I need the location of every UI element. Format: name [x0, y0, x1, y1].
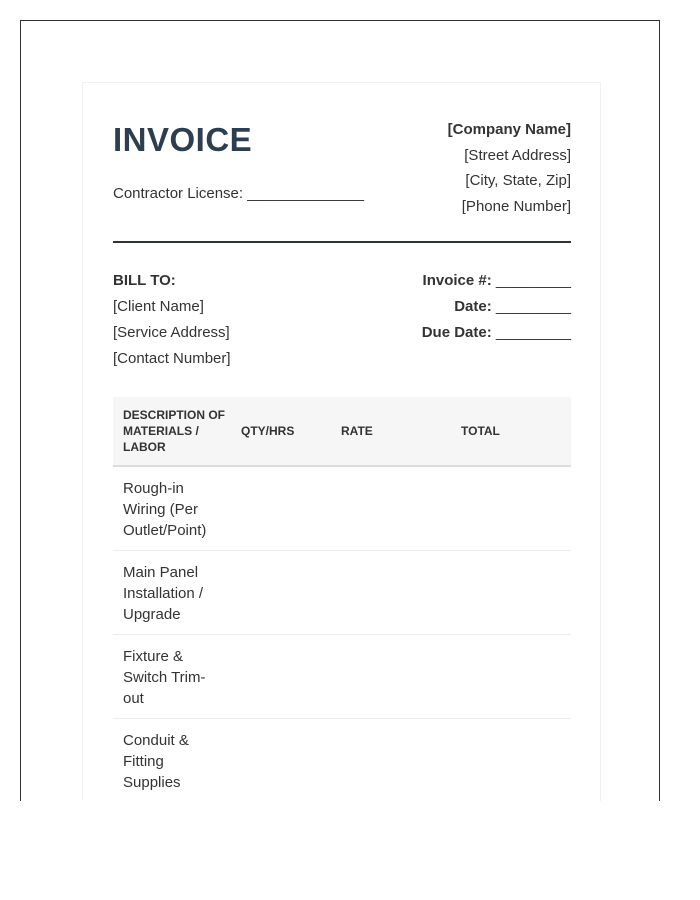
due-date-line — [422, 320, 571, 346]
invoice-number-value: _________ — [495, 272, 571, 289]
invoice-meta — [422, 268, 571, 346]
invoice-page — [82, 82, 601, 801]
table-row — [113, 551, 571, 635]
date-line — [422, 294, 571, 320]
bill-to-block — [113, 268, 231, 372]
client-name: [Client Name] — [113, 298, 204, 315]
service-address: [Service Address] — [113, 324, 230, 341]
company-phone: [Phone Number] — [461, 197, 571, 215]
table-row — [113, 635, 571, 719]
date-label: Date: — [454, 298, 492, 315]
table-header — [113, 397, 571, 467]
company-street: [Street Address] — [464, 146, 571, 164]
row-description: Fixture & Switch Trim-out — [123, 648, 206, 707]
invoice-number-label: Invoice #: — [422, 272, 492, 289]
bill-to-heading: BILL TO: — [113, 272, 176, 289]
invoice-title: INVOICE — [113, 121, 253, 158]
company-name: [Company Name] — [447, 121, 571, 138]
contractor-license-line: Contractor License: ______________ — [113, 185, 365, 202]
table-row — [113, 719, 571, 801]
document-frame — [20, 20, 660, 801]
date-value: _________ — [495, 298, 571, 315]
contact-number: [Contact Number] — [113, 350, 231, 367]
line-items-table — [113, 397, 571, 801]
due-date-value: _________ — [495, 324, 571, 341]
header-divider — [113, 241, 571, 243]
invoice-number-line — [422, 268, 571, 294]
table-row — [113, 467, 571, 551]
row-description: Main Panel Installation / Upgrade — [123, 564, 204, 623]
company-info — [448, 117, 571, 219]
company-city: [City, State, Zip] — [465, 172, 571, 189]
due-date-label: Due Date: — [421, 324, 492, 341]
header-rate: RATE — [341, 424, 373, 438]
header-total: TOTAL — [461, 424, 500, 438]
row-description: Rough-in Wiring (Per Outlet/Point) — [123, 480, 207, 539]
header-qty: QTY/HRS — [241, 424, 295, 438]
header-description: DESCRIPTION OF MATERIALS / LABOR — [123, 408, 226, 454]
row-description: Conduit & Fitting Supplies — [123, 732, 189, 791]
